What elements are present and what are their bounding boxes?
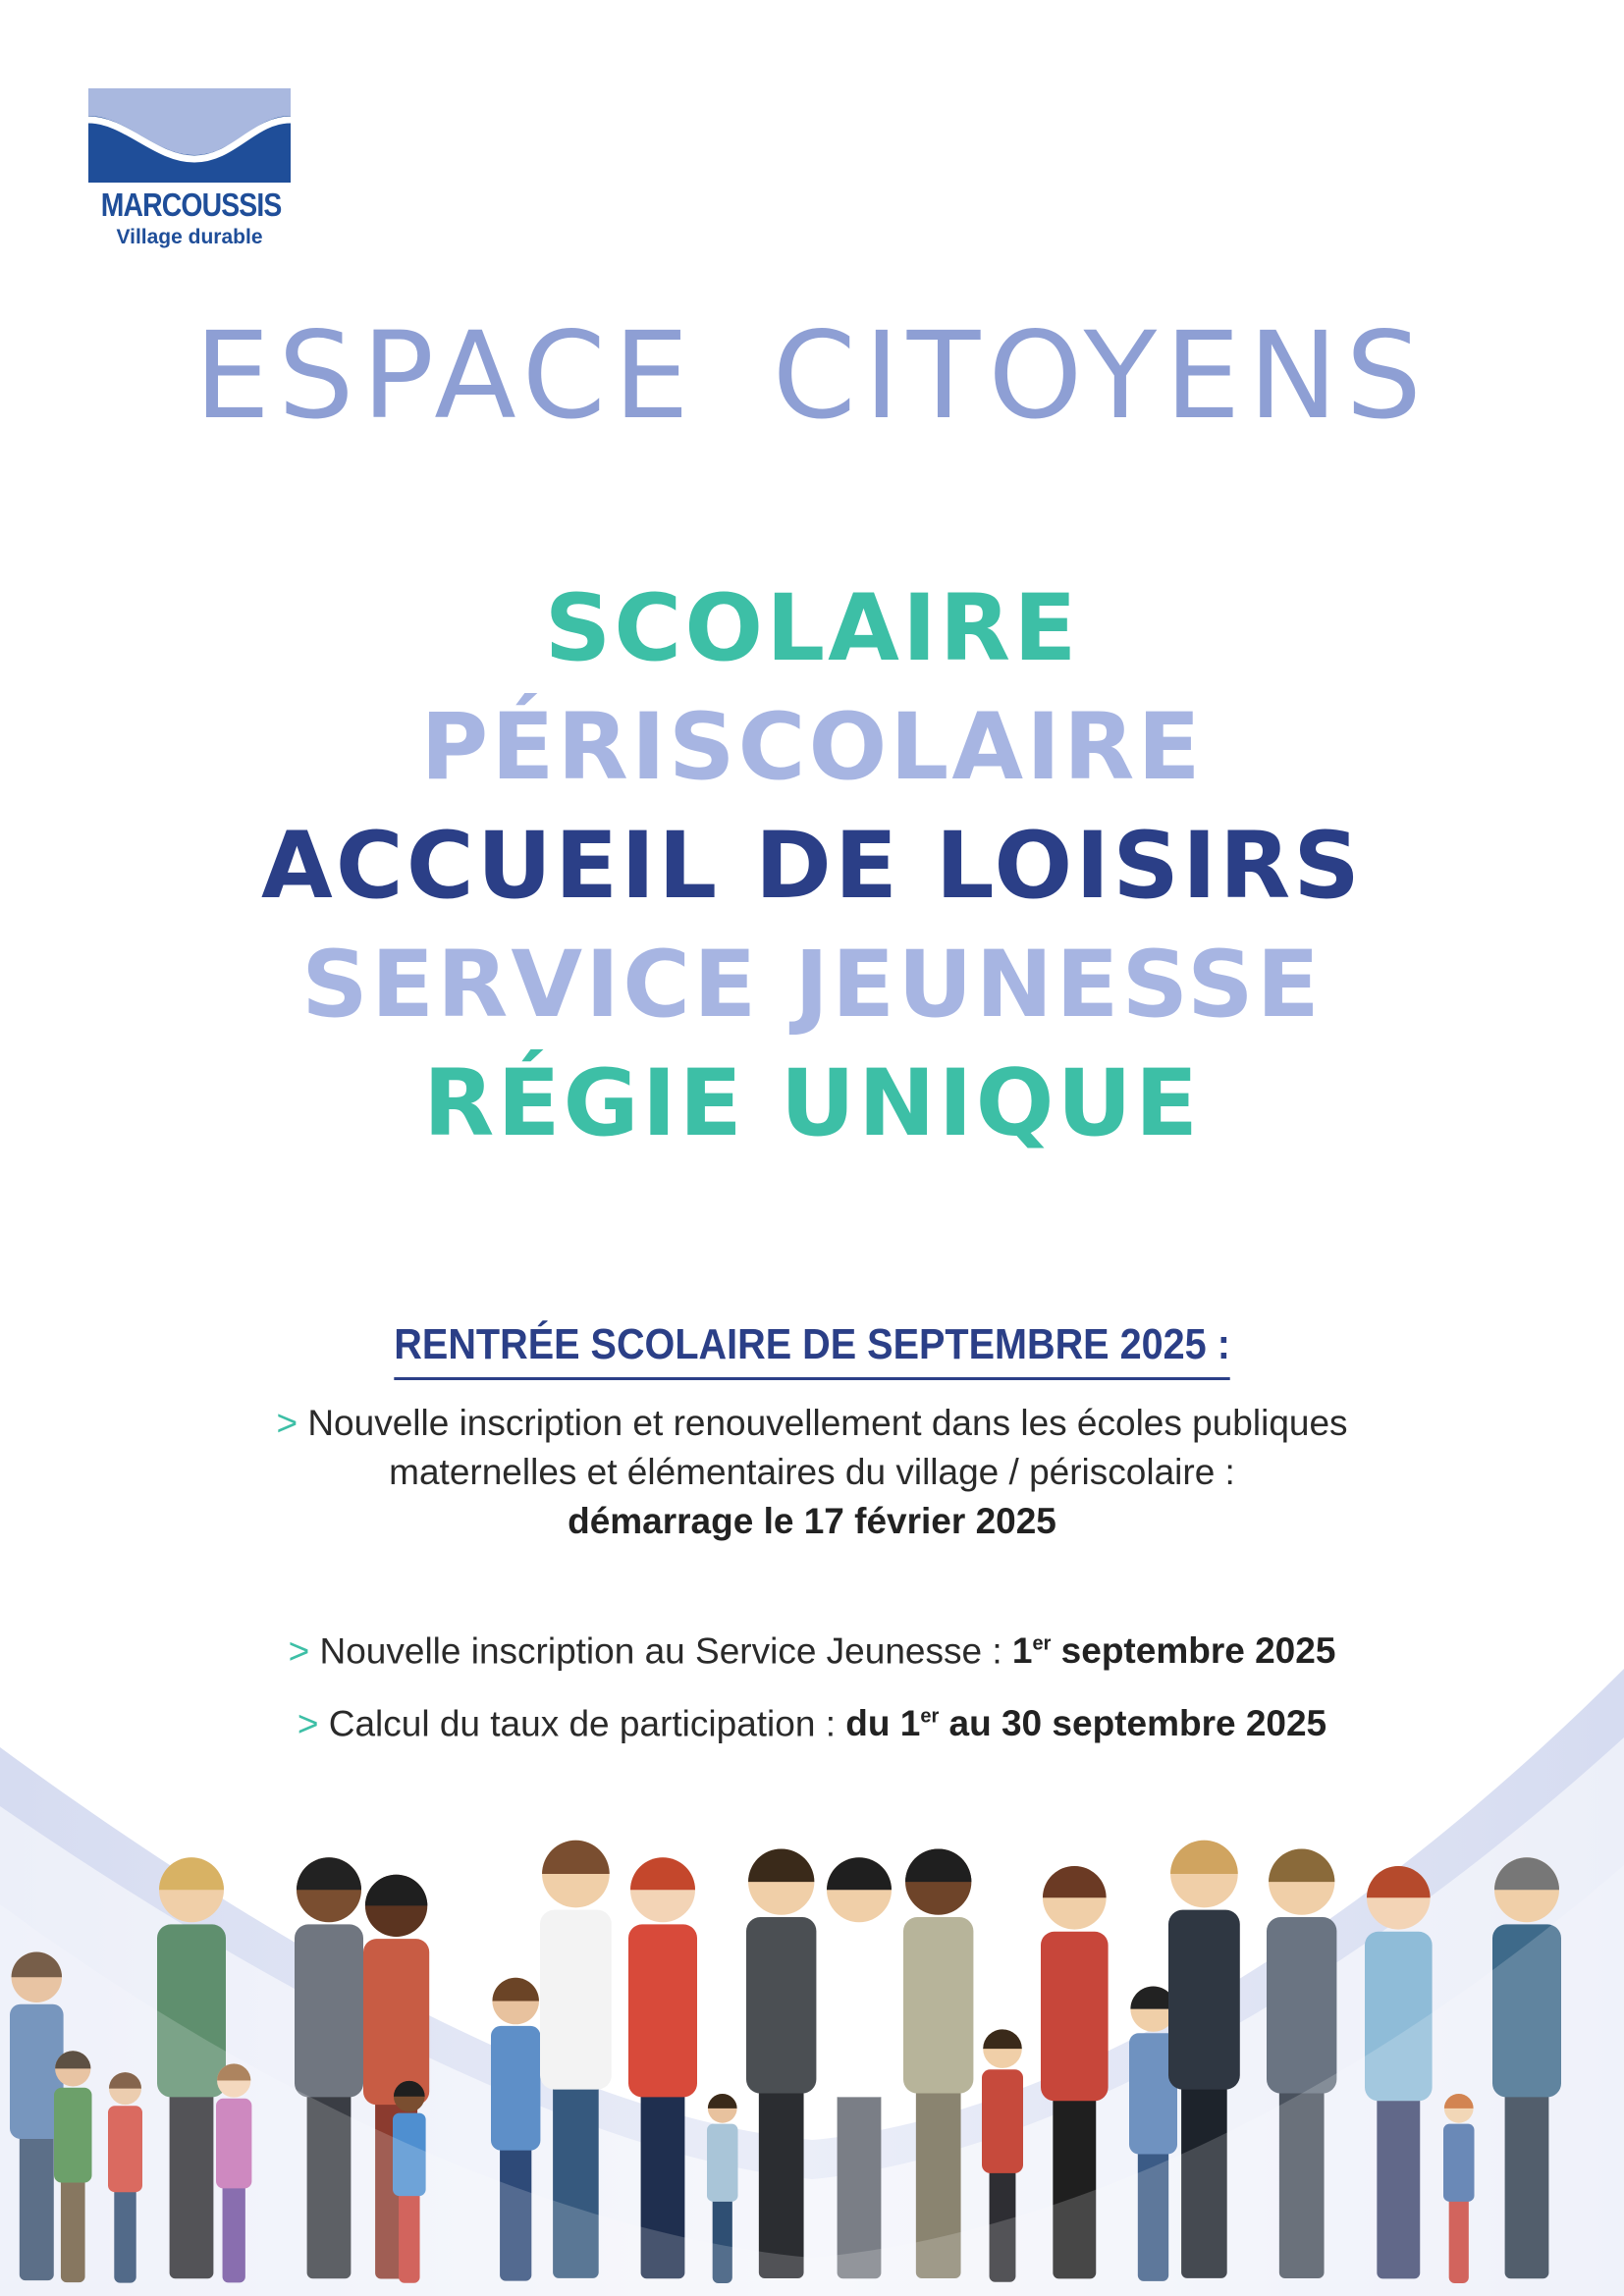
chevron-right-icon: >	[276, 1403, 298, 1443]
info-line: Nouvelle inscription et renouvellement dans les écoles publiques	[307, 1403, 1348, 1443]
service-periscolaire: PÉRISCOLAIRE	[420, 694, 1204, 801]
info-date: 1er septembre 2025	[1011, 1630, 1336, 1672]
service-regie-unique: RÉGIE UNIQUE	[422, 1050, 1202, 1157]
service-jeunesse: SERVICE JEUNESSE	[301, 932, 1323, 1039]
info-line: Calcul du taux de participation :	[328, 1703, 846, 1744]
chevron-right-icon: >	[288, 1630, 310, 1672]
chevron-right-icon: >	[297, 1703, 319, 1744]
section-heading-text: RENTRÉE SCOLAIRE DE SEPTEMBRE 2025 :	[394, 1320, 1230, 1380]
service-scolaire: SCOLAIRE	[544, 575, 1080, 682]
service-accueil-de-loisirs: ACCUEIL DE LOISIRS	[260, 813, 1363, 920]
logo-name: MARCOUSSIS	[100, 187, 282, 223]
marcoussis-logo	[86, 86, 293, 253]
section-heading	[0, 1320, 1624, 1380]
info-item-inscription-ecoles	[0, 1399, 1624, 1546]
info-date: démarrage le 17 février 2025	[568, 1501, 1056, 1541]
crowd-of-people-illustration	[0, 1610, 1624, 2296]
info-date: du 1er au 30 septembre 2025	[845, 1703, 1327, 1744]
logo-wave-icon	[86, 86, 293, 185]
services-list	[0, 569, 1624, 1163]
logo-tagline: Village durable	[116, 226, 263, 248]
info-line: maternelles et élémentaires du village / périscolaire :	[389, 1452, 1235, 1492]
page-title: ESPACE CITOYENS	[193, 306, 1430, 446]
info-line: Nouvelle inscription au Service Jeunesse :	[319, 1630, 1012, 1672]
